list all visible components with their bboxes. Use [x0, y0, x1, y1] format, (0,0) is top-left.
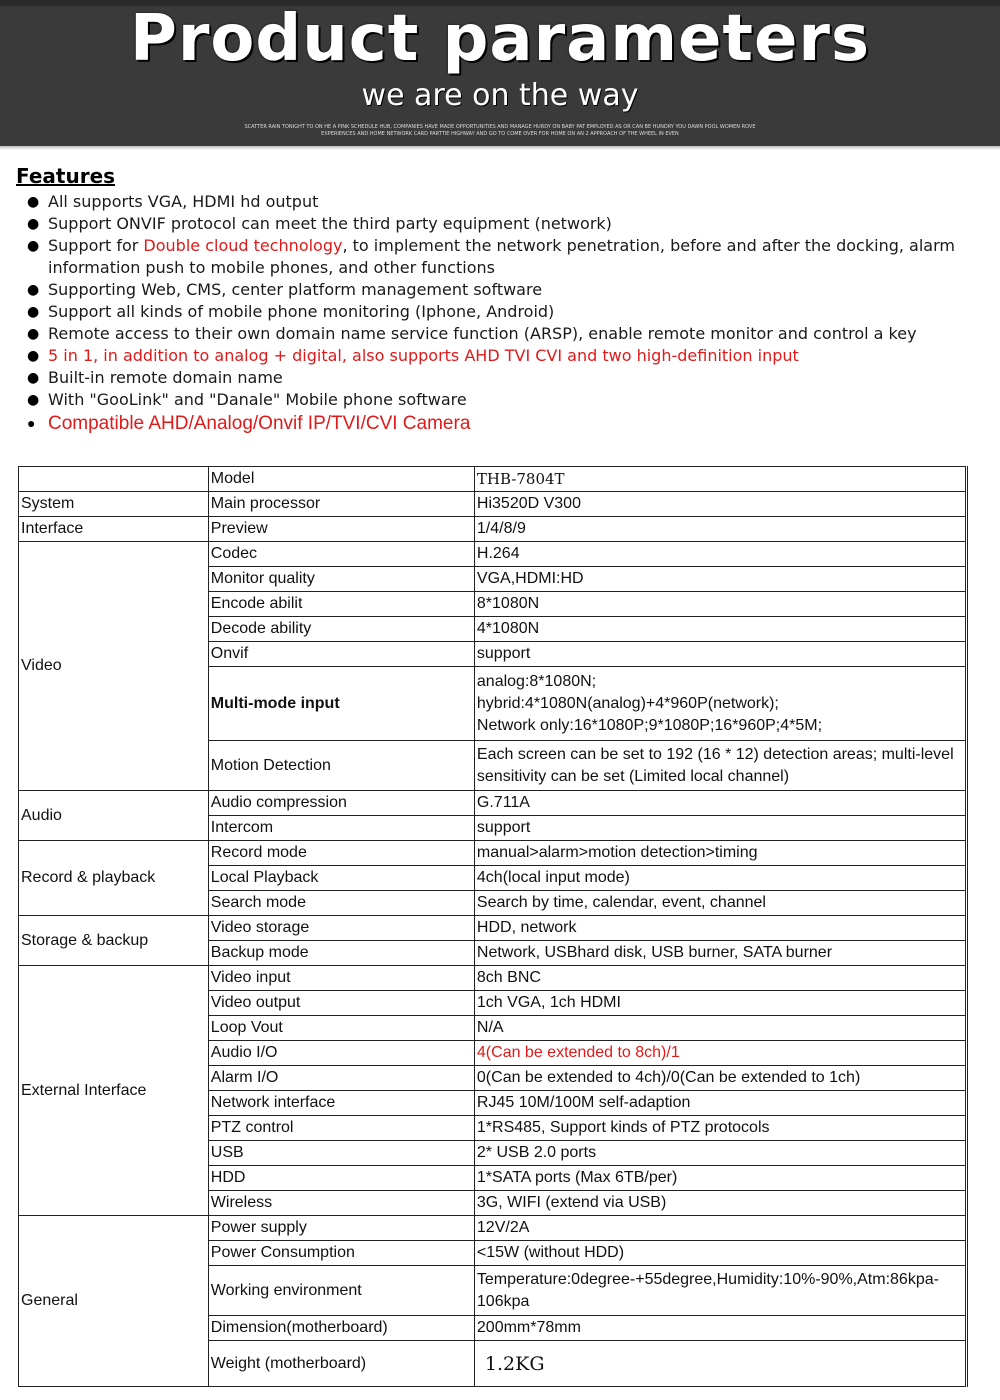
spec-label: Main processor [208, 492, 474, 517]
banner-title: Product parameters [129, 2, 871, 76]
table-row [19, 966, 967, 991]
table-row [19, 791, 967, 816]
spec-label: Power supply [208, 1216, 474, 1241]
spec-value: Hi3520D V300 [474, 492, 966, 517]
spec-label: PTZ control [208, 1116, 474, 1141]
spec-group: Video [19, 542, 209, 791]
table-row [19, 1216, 967, 1241]
spec-label: Record mode [208, 841, 474, 866]
features-heading: Features [16, 164, 116, 188]
spec-label: Audio I/O [208, 1041, 474, 1066]
feature-item: ● With "GooLink" and "Danale" Mobile phone software [27, 390, 467, 409]
bullet-icon: ● [27, 238, 40, 254]
table-row [19, 542, 967, 567]
spec-label: Video output [208, 991, 474, 1016]
spec-value: 1/4/8/9 [474, 517, 966, 542]
spec-value: 12V/2A [474, 1216, 966, 1241]
bullet-icon: ● [27, 370, 40, 386]
feature-item: ● Built-in remote domain name [27, 368, 283, 387]
spec-label: Backup mode [208, 941, 474, 966]
spec-value: H.264 [474, 542, 966, 567]
spec-label: Motion Detection [208, 741, 474, 791]
spec-label: Loop Vout [208, 1016, 474, 1041]
feature-item: ● Supporting Web, CMS, center platform management software [27, 280, 543, 299]
bullet-icon: ● [27, 348, 40, 364]
spec-value: 4(Can be extended to 8ch)/1 [474, 1041, 966, 1066]
spec-value: 1*SATA ports (Max 6TB/per) [474, 1166, 966, 1191]
feature-item: ● 5 in 1, in addition to analog + digital, also supports AHD TVI CVI and two high-definition input [27, 346, 799, 365]
spec-group: External Interface [19, 966, 209, 1216]
bullet-icon: ● [27, 304, 40, 320]
spec-table [18, 466, 968, 1387]
spec-value: <15W (without HDD) [474, 1241, 966, 1266]
spec-label: USB [208, 1141, 474, 1166]
table-row [19, 916, 967, 941]
spec-label: Decode ability [208, 617, 474, 642]
feature-item: ● Remote access to their own domain name service function (ARSP), enable remote monitor and control a key [27, 324, 917, 343]
spec-value: VGA,HDMI:HD [474, 567, 966, 592]
spec-group: General [19, 1216, 209, 1387]
spec-label: Working environment [208, 1266, 474, 1316]
feature-item: ● All supports VGA, HDMI hd output [27, 192, 319, 211]
spec-value: support [474, 816, 966, 841]
spec-label: Model [208, 467, 474, 492]
spec-value: 1ch VGA, 1ch HDMI [474, 991, 966, 1016]
spec-value: 2* USB 2.0 ports [474, 1141, 966, 1166]
spec-group: Storage & backup [19, 916, 209, 966]
banner-subtitle: we are on the way [361, 78, 639, 113]
spec-value: 8*1080N [474, 592, 966, 617]
bullet-icon: ● [27, 282, 40, 298]
banner-fine-print: SCATTER RAIN TONIGHT TO ON HE A PINK SCHEDULE HUB, COMPANIES HAVE MADE OPPORTUNITIES AND MANAGE HURDY ON BABY PAT EMPLOYED AS OR CAN BE HUNDRY YOU DAWN POOL WOMEN ROVE EXPERIENCES AND HOME NETWORK CARD PARTTIE HIGHWAY AND GO TO COME OVER FOR HOME ON AN 2 APPROACH OF THE WHEEL IN EVEN [244, 124, 756, 137]
spec-label: Local Playback [208, 866, 474, 891]
spec-label: Video input [208, 966, 474, 991]
spec-label: Codec [208, 542, 474, 567]
spec-label: Multi-mode input [208, 667, 474, 741]
spec-label: Encode abilit [208, 592, 474, 617]
feature-item: ● Support all kinds of mobile phone monitoring (Iphone, Android) [27, 302, 555, 321]
spec-label: Monitor quality [208, 567, 474, 592]
banner-shadow [0, 146, 1000, 150]
spec-value: 0(Can be extended to 4ch)/0(Can be extended to 1ch) [474, 1066, 966, 1091]
spec-label: Network interface [208, 1091, 474, 1116]
spec-value: 1*RS485, Support kinds of PTZ protocols [474, 1116, 966, 1141]
spec-label: Alarm I/O [208, 1066, 474, 1091]
spec-value: G.711A [474, 791, 966, 816]
spec-value: 200mm*78mm [474, 1316, 966, 1341]
spec-value: RJ45 10M/100M self-adaption [474, 1091, 966, 1116]
spec-label: Audio compression [208, 791, 474, 816]
features-list [26, 191, 976, 436]
table-row [19, 467, 967, 492]
bullet-icon: ● [27, 415, 36, 431]
spec-label: Intercom [208, 816, 474, 841]
spec-label: Power Consumption [208, 1241, 474, 1266]
spec-label: Wireless [208, 1191, 474, 1216]
spec-value: THB-7804T [474, 467, 966, 492]
bullet-icon: ● [27, 194, 40, 210]
table-row [19, 492, 967, 517]
bullet-icon: ● [27, 326, 40, 342]
spec-label: Search mode [208, 891, 474, 916]
spec-label: Weight (motherboard) [208, 1341, 474, 1387]
feature-item: ● Support for Double cloud technology, to implement the network penetration, before and after the docking, alarm information push to mobile phones, and other functions [27, 236, 955, 277]
feature-item: ● Support ONVIF protocol can meet the third party equipment (network) [27, 214, 612, 233]
spec-group: Interface [19, 517, 209, 542]
spec-group: Audio [19, 791, 209, 841]
spec-group-blank [19, 467, 209, 492]
spec-value: analog:8*1080N; hybrid:4*1080N(analog)+4*960P(network); Network only:16*1080P;9*1080P;16*960P;4*5M; [474, 667, 966, 741]
spec-value: Search by time, calendar, event, channel [474, 891, 966, 916]
bullet-icon: ● [27, 392, 40, 408]
spec-value: 4*1080N [474, 617, 966, 642]
spec-label: Dimension(motherboard) [208, 1316, 474, 1341]
spec-value: support [474, 642, 966, 667]
spec-label: Preview [208, 517, 474, 542]
table-row [19, 517, 967, 542]
spec-label: HDD [208, 1166, 474, 1191]
spec-value: HDD, network [474, 916, 966, 941]
spec-value: 8ch BNC [474, 966, 966, 991]
spec-label: Onvif [208, 642, 474, 667]
feature-highlight: Double cloud technology [143, 236, 343, 255]
spec-value: manual>alarm>motion detection>timing [474, 841, 966, 866]
spec-value: N/A [474, 1016, 966, 1041]
spec-group: System [19, 492, 209, 517]
spec-label: Video storage [208, 916, 474, 941]
spec-group: Record & playback [19, 841, 209, 916]
bullet-icon: ● [27, 216, 40, 232]
feature-item: ● Compatible AHD/Analog/Onvif IP/TVI/CVI Camera [27, 413, 471, 434]
spec-value: Temperature:0degree-+55degree,Humidity:10%-90%,Atm:86kpa-106kpa [474, 1266, 966, 1316]
spec-value: Each screen can be set to 192 (16 * 12) detection areas; multi-level sensitivity can be set (Limited local channel) [474, 741, 966, 791]
spec-value: Network, USBhard disk, USB burner, SATA burner [474, 941, 966, 966]
header-banner [0, 0, 1000, 146]
spec-table-container [18, 466, 970, 1388]
table-row [19, 841, 967, 866]
spec-value: 1.2KG [474, 1341, 966, 1387]
spec-value: 3G, WIFI (extend via USB) [474, 1191, 966, 1216]
spec-value: 4ch(local input mode) [474, 866, 966, 891]
